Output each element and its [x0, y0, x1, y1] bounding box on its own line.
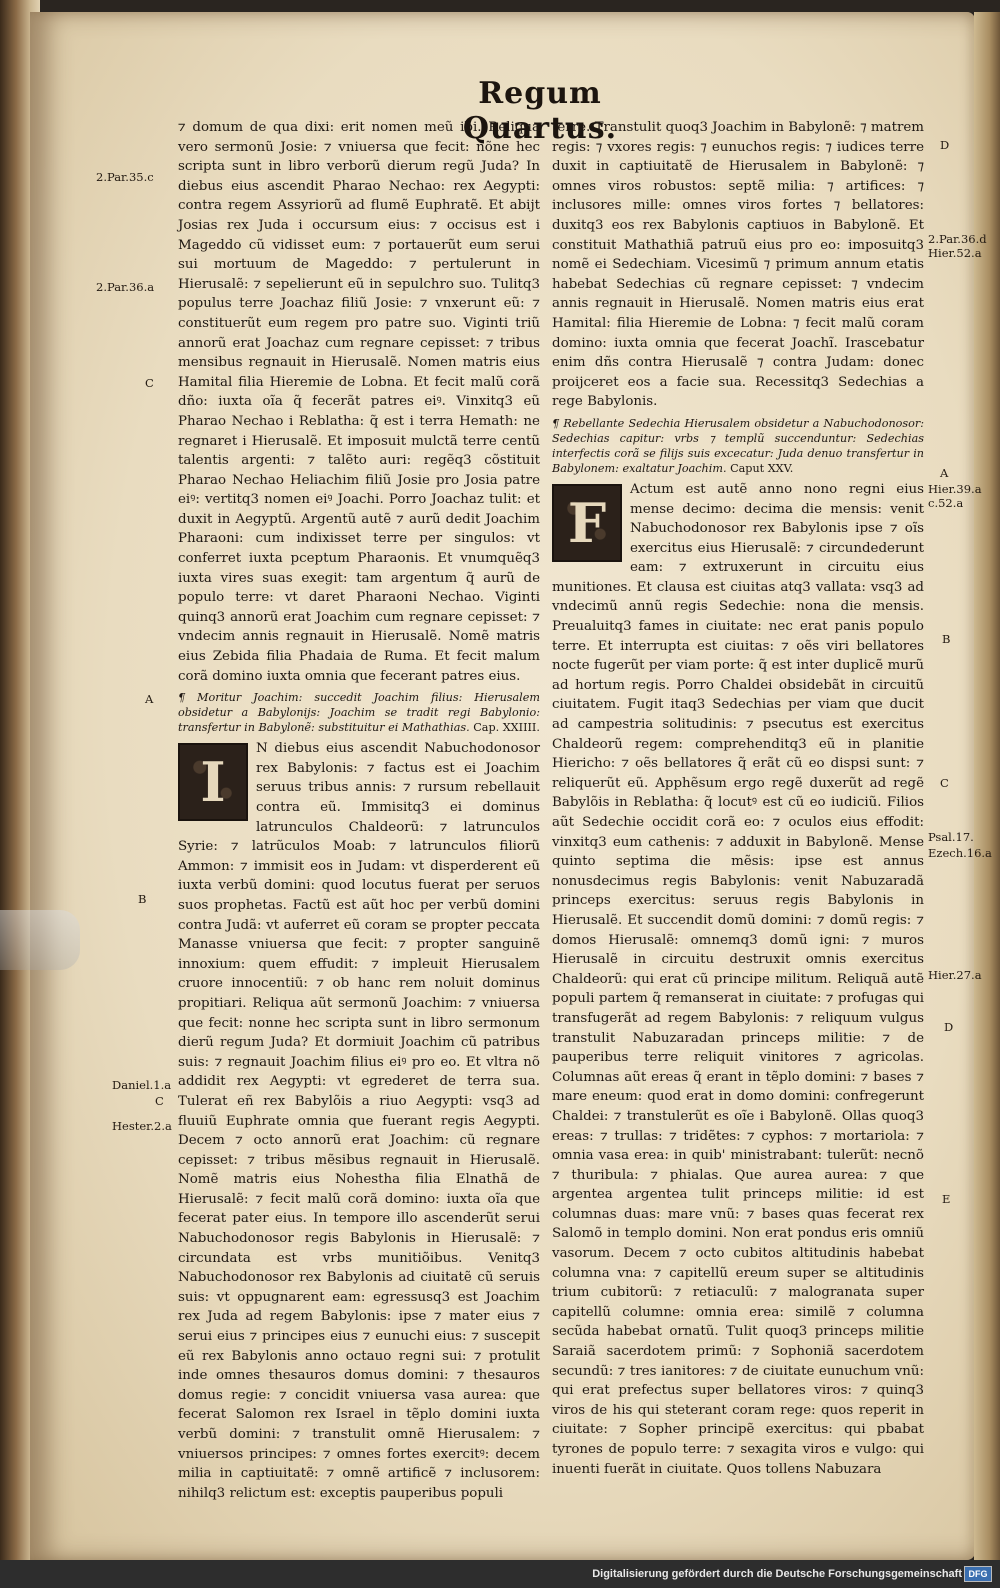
decorated-initial: F — [552, 484, 622, 562]
running-title: Regum Quartus. — [462, 76, 618, 146]
chapter-25-rubric — [552, 416, 924, 476]
chapter-25-text: Actum est autẽ anno nono regni eius mense decimo: decima die mensis: venit Nabuchodonosor rex Babylonis ipse ⁊ oĩs exercitus eius Hierusalẽ: ⁊ circundederunt eam: ⁊ extruxerunt in circuitu eius munitiones. Et clausa est ciuitas atq3 vallata: vsq3 ad vndecimũ annũ regis Sedechie: nona die mensis. Preualuitq3 fames in ciuitate: nec erat panis populo terre. Et interrupta est ciuitas: ⁊ oẽs viri bellatores nocte fugerũt per viam porte: q̃ est inter duplicẽ murũ ad hortum regis. Porro Chaldei obsidebãt in circuitũ ciuitatem. Fugit itaq3 Sedechias per viam que ducit ad campestria solitudinis: ⁊ psecutus est exercitus Chaldeorũ regem: comprehenditq3 eũ in planitie Hiericho: ⁊ oẽs bellatores q̃ erãt cũ eo dispsi sunt: ⁊ reliquerũt eũ. Apphẽsum ergo regẽ duxerũt ad regẽ Babylõis in Reblatha: q̃ locutꝰ est cũ eo iudiciũ. Filios aũt Sedechie occidit corã eo: ⁊ oculos eius effodit: vinxitq3 eum cathenis: ⁊ adduxit in Babylonẽ. Mense quinto septima die mẽsis: ipse est annus nonusdecimus regis Babylonis: venit Nabuzaradã princeps exercitus: seruus regis Babylonis in Hierusalẽ. Et succendit domũ domini: ⁊ domũ regis: ⁊ domos Hierusalẽ: omnemq3 domũ igni: ⁊ muros Hierusalẽ in circuitu destruxit omnis exercitus Chaldeorũ: qui erat cũ principe militum. Reliquã autẽ populi partem q̃ remanserat in ciuitate: ⁊ profugas qui transfugerãt ad regem Babylonis: ⁊ reliquum vulgus transtulit Nabuzaradan princeps militie: ⁊ de pauperibus terre reliquit vinitores ⁊ agricolas. Columnas aũt ereas q̃ erant in tẽplo domini: ⁊ bases ⁊ mare eneum: quod erat in domo domini: confregerunt Chaldei: ⁊ transtulerũt es oĩe i Babylonẽ. Ollas quoq3 ereas: ⁊ trullas: ⁊ tridẽtes: ⁊ cyphos: ⁊ mortariola: ⁊ omnia vasa erea: in quib' ministrabant: tulerũt: necnõ ⁊ thuribula: ⁊ phialas. Que aurea aurea: ⁊ que argentea argentea tulit princeps militie: id est columnas duas: mare vnũ: ⁊ bases quas fecerat rex Salomõ in templo domini. Non erat pondus eris omniũ vasorum. Decem ⁊ octo cubitos altitudinis habebat columna vna: ⁊ capitellũ ereum super se altitudinis trium cubitorũ: ⁊ retiaculũ: ⁊ malogranata super capitellũ columne: omnia erea: similẽ ⁊ columna secũda habebat ornatũ. Tulit quoq3 princeps militie Saraiã sacerdotem primũ: ⁊ Sophoniã sacerdotem secundũ: ⁊ tres ianitores: ⁊ de ciuitate eunuchum vnũ: qui erat prefectus super bellatores viros: ⁊ quinq3 viros de his qui steterant coram rege: quos reperit in ciuitate: ⁊ Sopher principẽ exercitus: qui pbabat tyrones de populo terre: ⁊ sexagita viros e vulgo: qui inuenti fuerãt in ciuitate. Quos tollens Nabuzara — [552, 481, 924, 1477]
margin-note: C — [940, 776, 949, 790]
margin-note: c.52.a — [928, 496, 964, 510]
left-column — [178, 118, 540, 1503]
margin-note: Hier.52.a — [928, 246, 982, 260]
margin-note: A — [940, 466, 949, 480]
margin-note: 2.Par.36.d — [928, 232, 987, 246]
right-column — [552, 118, 924, 1479]
margin-note: Hier.39.a — [928, 482, 982, 496]
dfg-logo: DFG — [964, 1566, 992, 1582]
decorated-initial: I — [178, 743, 248, 821]
rubric-text: ¶ Moritur Joachim: succedit Joachim filius: Hierusalem obsidetur a Babylonijs: Joachim se tradit regi Babylonio: transfertur in Babylonẽ: substituitur ei Mathathias. — [178, 691, 540, 735]
left-paragraph-2 — [178, 739, 540, 1503]
chapter-24-text: N diebus eius ascendit Nabuchodonosor rex Babylonis: ⁊ factus est ei Joachim seruus tribus annis: ⁊ rursum rebellauit contra eũ. Immisitq3 ei dominus latrunculos Chaldeorũ: ⁊ latrunculos Syrie: ⁊ latrũculos Moab: ⁊ latrunculos filiorũ Ammon: ⁊ immisit eos in Judam: vt disperderent eũ iuxta verbũ domini: quod locutus fuerat per seruos suos prophetas. Factũ est aũt hoc per verbũ domini contra Judã: vt auferret eũ coram se propter peccata Manasse vniuersa que fecit: ⁊ propter sanguinẽ innoxium: quem effudit: ⁊ impleuit Hierusalem cruore innocentiũ: ⁊ ob hanc rem noluit dominus propitiari. Reliqua aũt sermonũ Joachim: ⁊ vniuersa que fecit: nonne hec scripta sunt in libro sermonum dierũ regum Juda? Et dormiuit Joachim cũ patribus suis: ⁊ regnauit Joachim filius eiꝰ pro eo. Et vltra nõ addidit rex Aegypti: vt egrederet de terra sua. Tulerat eñ rex Babylõis a riuo Aegypti: vsq3 ad fluuiũ Euphrate omnia que fuerant regis Aegypti. Decem ⁊ octo annorũ erat Joachim: cũ regnare cepisset: ⁊ tribus mẽsibus regnauit in Hierusalẽ. Nomẽ matris eius Nohestha filia Elnathã de Hierusalẽ: ⁊ fecit malũ corã domino: iuxta oĩa que fecerat pater eius. In tempore illo ascenderũt serui Nabuchodonosor regis Babylonis in Hierusalẽ: ⁊ circundata est vrbs munitiõibus. Venitq3 Nabuchodonosor rex Babylonis ad ciuitatẽ cũ seruis suis: vt oppugnarent eam: egressusq3 est Joachim rex Juda ad regem Babylonis: ipse ⁊ mater eius ⁊ serui eius ⁊ principes eius ⁊ eunuchi eius: ⁊ suscepit eũ rex Babylonis anno octauo regni sui: ⁊ protulit inde omnes thesauros domus domini: ⁊ thesauros domus regie: ⁊ concidit vniuersa vasa aurea: que fecerat Salomon rex Israel in tẽplo domini iuxta verbũ domini: ⁊ transtulit omnẽ Hierusalem: ⁊ vniuersos principes: ⁊ omnes fortes exercitꝰ: decem milia in captiuitatẽ: ⁊ omnẽ artificẽ ⁊ inclusorem: nihilq3 relictum est: exceptis pauperibus populi — [178, 741, 540, 1501]
margin-note: B — [138, 892, 147, 906]
chapter-number: Cap. XXIIII. — [473, 721, 540, 735]
margin-note: Daniel.1.a — [112, 1078, 172, 1092]
margin-note: Ezech.16.a — [928, 846, 992, 860]
margin-note: A — [145, 692, 154, 706]
chapter-24-rubric — [178, 690, 540, 735]
right-paragraph-2 — [552, 480, 924, 1479]
page-clip — [0, 910, 80, 970]
margin-note: D — [940, 138, 950, 152]
margin-note: D — [944, 1020, 954, 1034]
margin-note: Psal.17. — [928, 830, 974, 844]
chapter-number: Caput XXV. — [730, 461, 794, 475]
margin-note: C — [145, 376, 154, 390]
right-paragraph-1: terre. Transtulit quoq3 Joachim in Babylonẽ: ⁊ matrem regis: ⁊ vxores regis: ⁊ eunuchos regis: ⁊ iudices terre duxit in captiuitatẽ de Hierusalem in Babylonẽ: ⁊ omnes viros robustos: septẽ milia: ⁊ artifices: ⁊ inclusores mille: omnes viros fortes ⁊ bellatores: duxitq3 eos rex Babylonis captiuos in Babylonẽ. Et constituit Mathathiã patruũ eius pro eo: imposuitq3 nomẽ ei Sedechiam. Vicesimũ ⁊ primum annum etatis habebat Sedechias cũ regnare cepisset: ⁊ vndecim annis regnauit in Hierusalẽ. Nomen matris eius erat Hamital: filia Hieremie de Lobna: ⁊ fecit malũ coram domino: iuxta omnia que fecerat Joachĩ. Irascebatur enim dñs contra Hierusalẽ ⁊ contra Judam: donec proijceret eos a facie sua. Recessitq3 Sedechias a rege Babylonis. — [552, 120, 924, 410]
left-paragraph-1: ⁊ domum de qua dixi: erit nomen meũ ibi. Reliqua vero sermonũ Josie: ⁊ vniuersa que fecit: nõne hec scripta sunt in libro verborũ dierum regũ Juda? In diebus eius ascendit Pharao Nechao: rex Aegypti: contra regem Assyriorũ ad flumẽ Euphratẽ. Et abijt Josias rex Juda i occursum eius: ⁊ occisus est i Mageddo cũ vidisset eum: ⁊ portauerũt eum serui sui mortuum de Mageddo: ⁊ pertulerunt in Hierusalẽ: ⁊ sepelierunt eũ in sepulchro suo. Tulitq3 populus terre Joachaz filiũ Josie: ⁊ vnxerunt eũ: ⁊ constituerũt eum regem pro patre suo. Viginti triũ annorũ erat Joachaz cum regnare cepisset: ⁊ tribus mensibus regnauit in Hierusalẽ. Nomen matris eius Hamital filia Hieremie de Lobna. Et fecit malũ corã dño: iuxta oĩa q̃ fecerãt patres eiꝰ. Vinxitq3 eũ Pharao Nechao i Reblatha: q̃ est i terra Hemath: ne regnaret i Hierusalẽ. Et imposuit mulctã terre centũ talentis argenti: ⁊ talẽto auri: regẽq3 cõstituit Pharao Nechao Heliachim filiũ Josie pro Josia patre eiꝰ: vertitq3 nomen eiꝰ Joachi. Porro Joachaz tulit: et duxit in Aegyptũ. Argentũ autẽ ⁊ aurũ dedit Joachim Pharaoni: cum indixisset terre per singulos: vt conferret iuxta pceptum Pharaonis. Et vnumquẽq3 iuxta vires suas exegit: tam argentum q̃ aurũ de populo terre: vt daret Pharaoni Nechao. Viginti quinq3 annorũ erat Joachim cum regnare cepisset: ⁊ vndecim annis regnauit in Hierusalẽ. Nomẽ matris eius Zebida filia Phadaia de Ruma. Et fecit malum corã domino iuxta omnia que fecerant patres eius. — [178, 120, 540, 684]
rubric-text: ¶ Rebellante Sedechia Hierusalem obsidetur a Nabuchodonosor: Sedechias capitur: vrbs ⁊ templũ succenduntur: Sedechias interfectis corã se filijs suis excecatur: Juda denuo transfertur in Babylonem: exaltatur Joachim. — [552, 416, 924, 475]
margin-note: 2.Par.36.a — [96, 280, 155, 294]
margin-note: Hester.2.a — [112, 1119, 172, 1133]
margin-note: C — [155, 1094, 164, 1108]
margin-note: Hier.27.a — [928, 968, 982, 982]
margin-note: B — [942, 632, 951, 646]
funding-notice: Digitalisierung gefördert durch die Deutsche Forschungsgemeinschaft — [592, 1568, 962, 1580]
margin-note: E — [942, 1192, 951, 1206]
margin-note: 2.Par.35.c — [96, 170, 154, 184]
